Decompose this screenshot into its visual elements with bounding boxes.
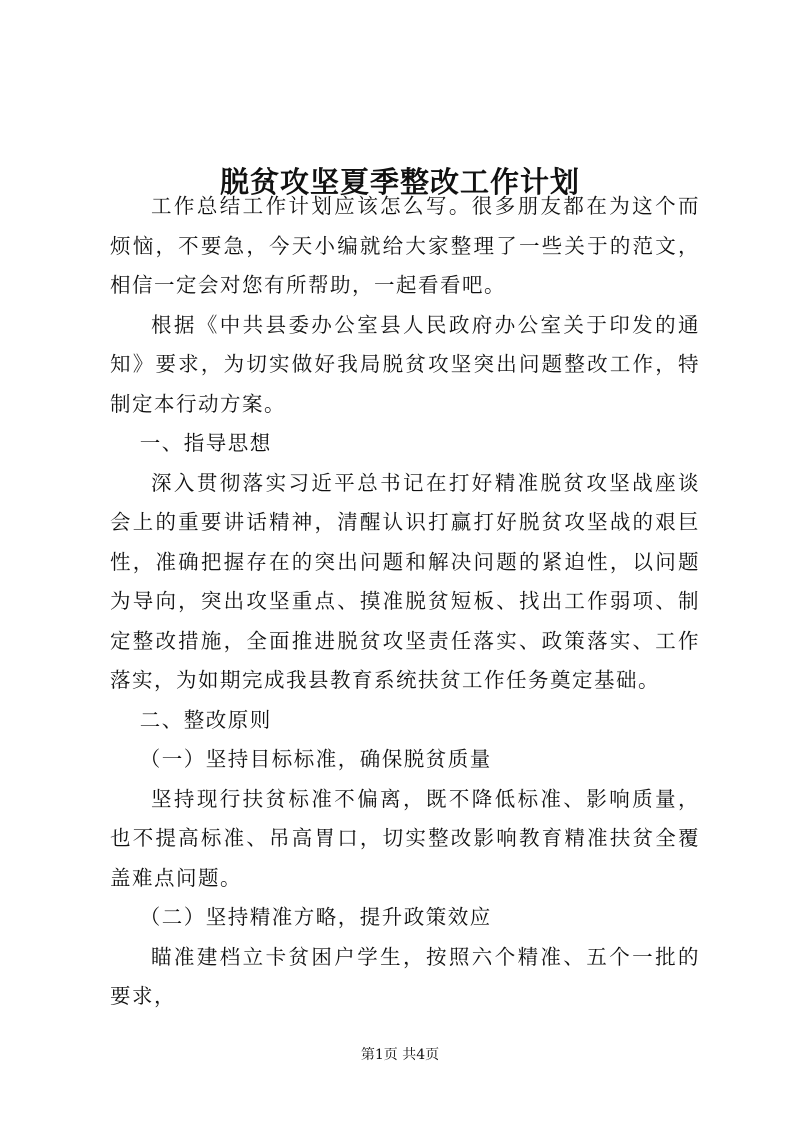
subsection-heading-2: （二）坚持精准方略，提升政策效应 [139, 905, 492, 929]
paragraph-intro: 工作总结工作计划应该怎么写。很多朋友都在为这个而烦恼，不要急，今天小编就给大家整理了一些关于的范文，相信一定会对您有所帮助，一起看看吧。 [110, 194, 700, 297]
section-heading-guiding-thought: 一、指导思想 [139, 431, 272, 455]
paragraph-principle-1: 坚持现行扶贫标准不偏离，既不降低标准、影响质量，也不提高标准、吊高胃口，切实整改影响教育精准扶贫全覆盖难点问题。 [110, 786, 700, 890]
section-heading-principles: 二、整改原则 [139, 707, 272, 732]
paragraph-guiding-thought: 深入贯彻落实习近平总书记在打好精准脱贫攻坚战座谈会上的重要讲话精神，清醒认识打赢打好脱贫攻坚战的艰巨性，准确把握存在的突出问题和解决问题的紧迫性，以问题为导向，突出攻坚重点、摸准脱贫短板、找出工作弱项、制定整改措施，全面推进脱贫攻坚责任落实、政策落实、工作落实，为如期完成我县教育系统扶贫工作任务奠定基础。 [110, 470, 700, 692]
paragraph-basis: 根据《中共县委办公室县人民政府办公室关于印发的通知》要求，为切实做好我局脱贫攻坚突出问题整改工作，特制定本行动方案。 [110, 312, 700, 416]
paragraph-principle-2: 瞄准建档立卡贫困户学生，按照六个精准、五个一批的要求， [110, 944, 700, 1008]
document-body [110, 187, 700, 1017]
subsection-heading-1: （一）坚持目标标准，确保脱贫质量 [139, 747, 492, 771]
page-title: 脱贫攻坚夏季整改工作计划 [219, 165, 580, 200]
page-number-footer: 第1页 共4页 [360, 1047, 440, 1063]
